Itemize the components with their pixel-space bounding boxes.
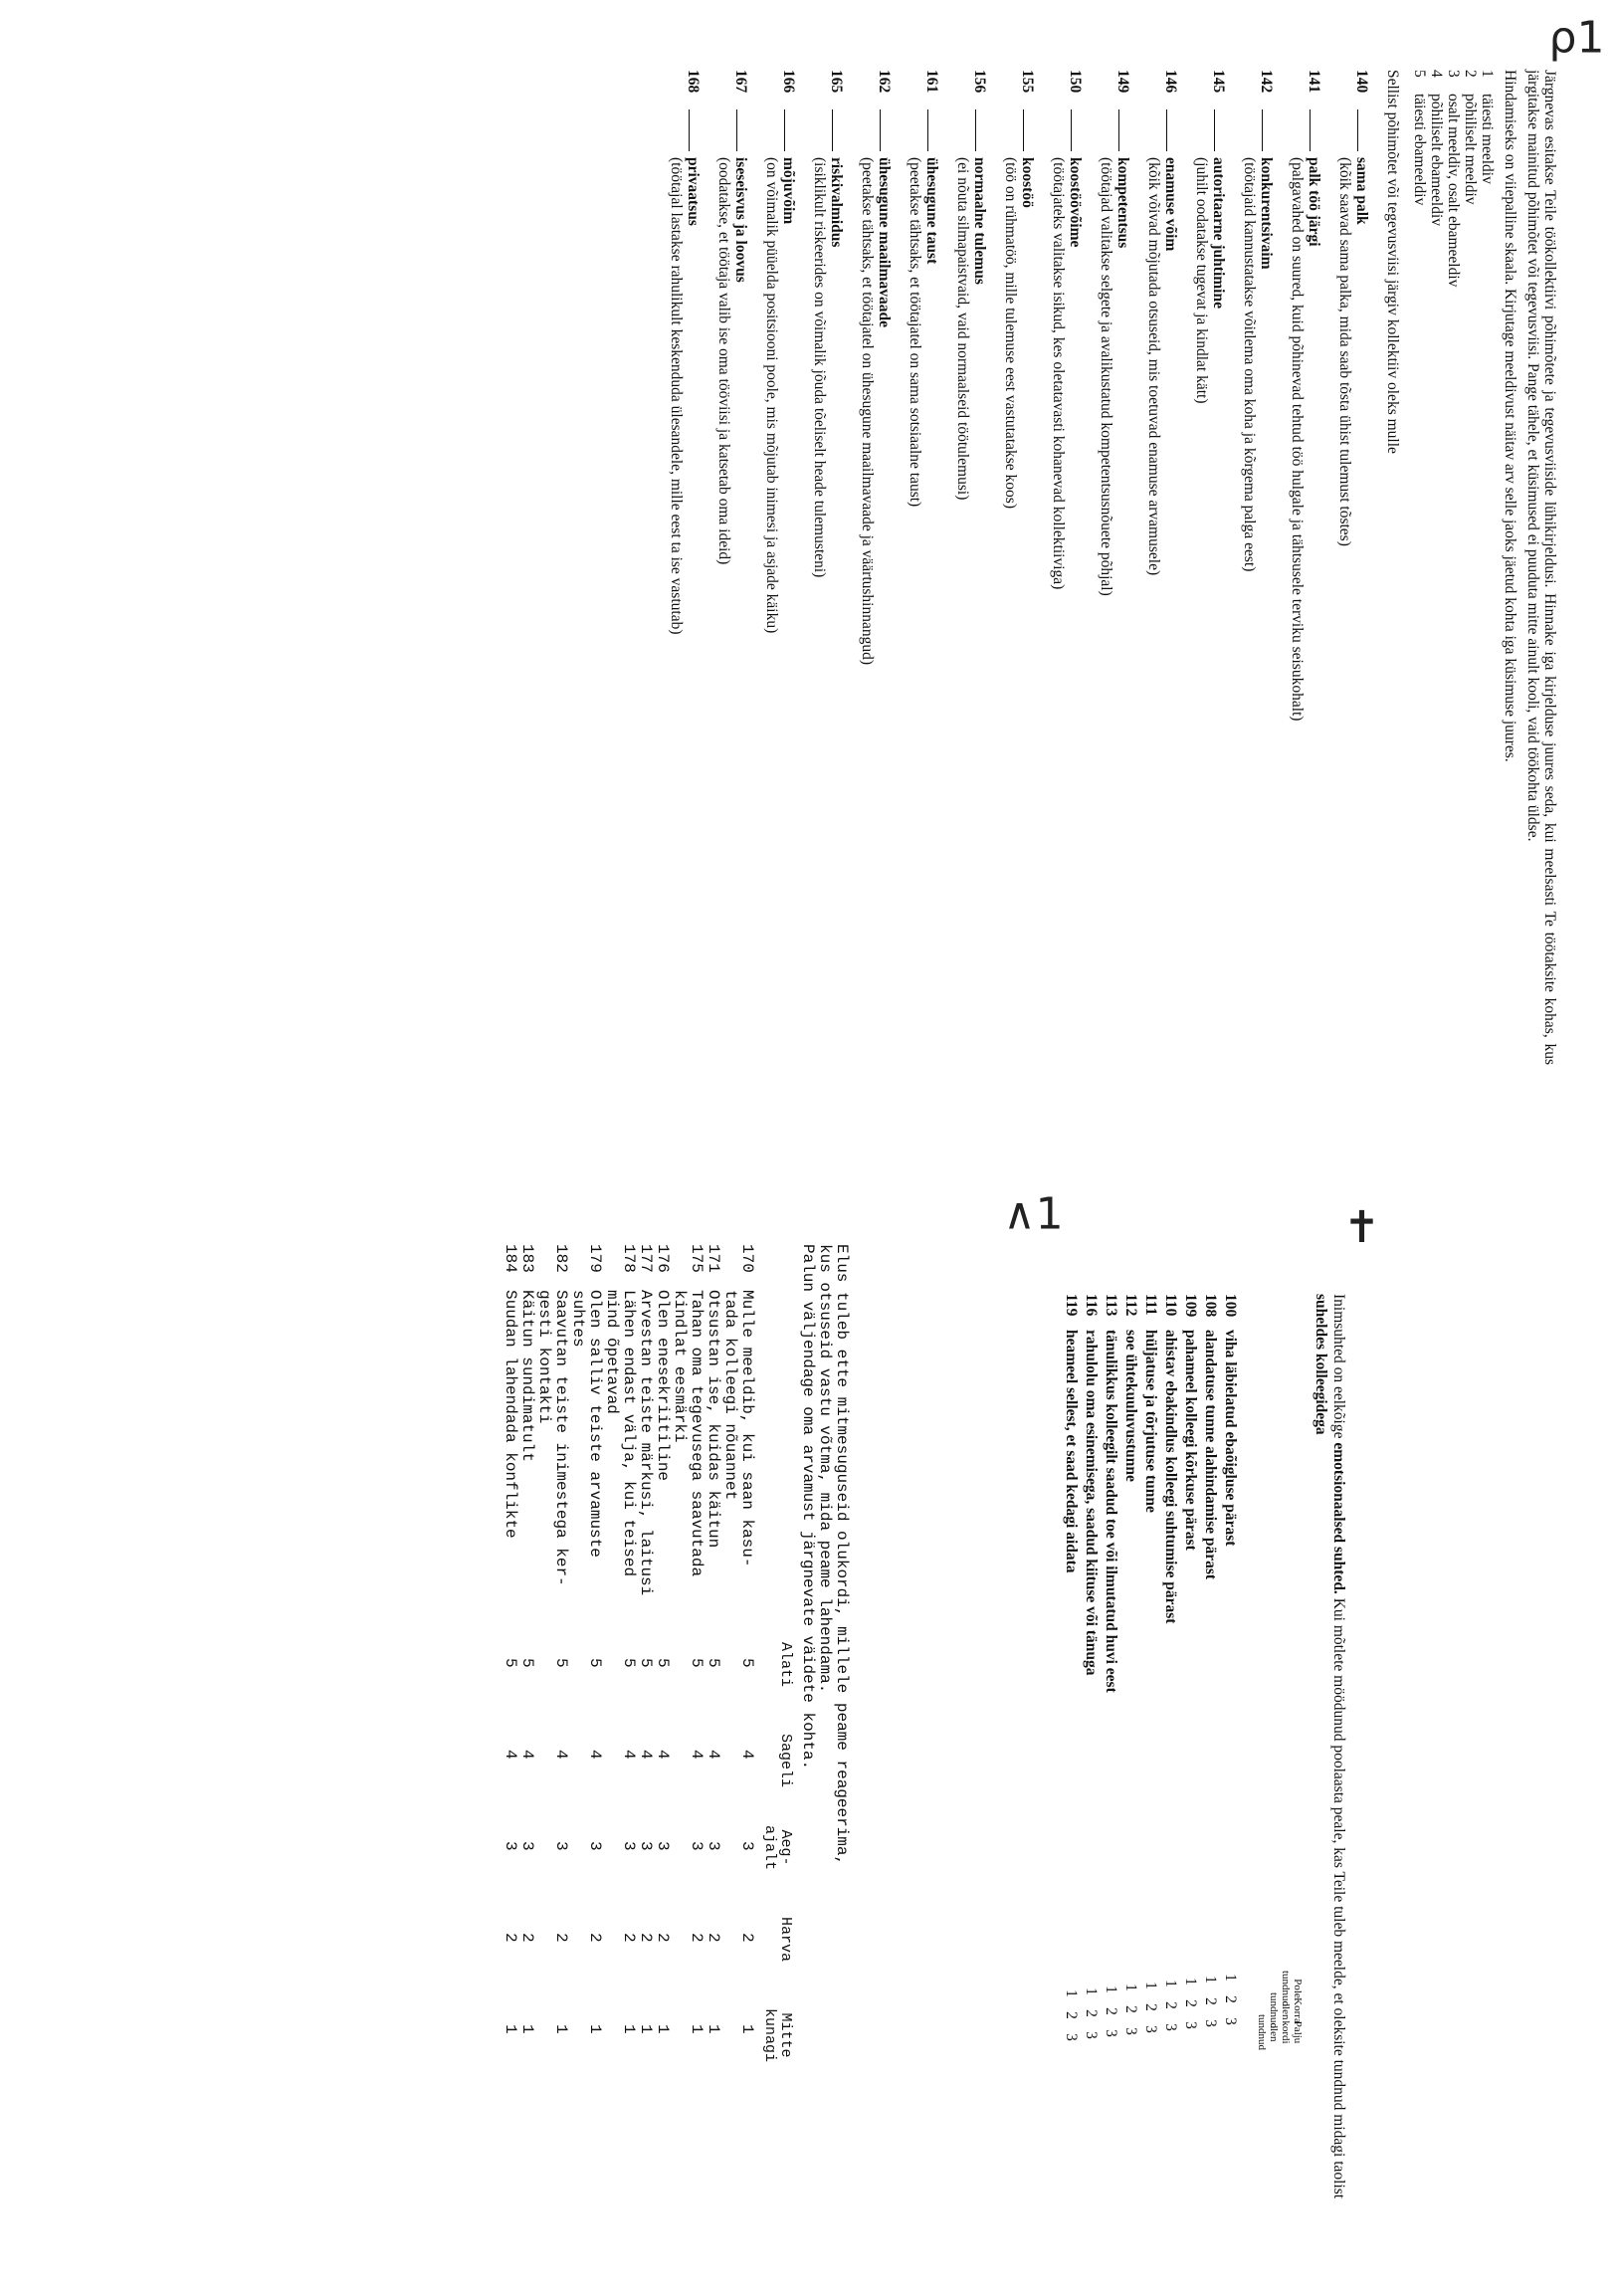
rating-option[interactable]: 1 xyxy=(1202,1976,1219,1983)
rating-option[interactable]: 2 xyxy=(654,1933,672,1943)
item-text: viha läbielatud ebaõigluse pärast xyxy=(1222,1330,1239,1547)
item-description: (töötajad valitakse selgete ja avalikustatud kompetentsusnõuete põhjal) xyxy=(1098,157,1114,596)
answer-blank[interactable] xyxy=(1166,109,1179,151)
rating-options xyxy=(705,1658,721,2116)
emotion-item xyxy=(1160,1294,1180,2249)
situations-items xyxy=(502,1244,755,2239)
rating-option[interactable]: 2 xyxy=(1142,2003,1159,2011)
rating-option[interactable]: 2 xyxy=(1202,1997,1219,2005)
situations-column-header: Alati xyxy=(777,1642,794,1688)
item-number: 109 xyxy=(1182,1294,1199,1318)
value-item xyxy=(1145,70,1179,1065)
value-item xyxy=(859,70,893,1065)
rating-option[interactable]: 5 xyxy=(620,1658,638,1668)
item-text: hüljatuse ja tõrjutuse tunne xyxy=(1142,1330,1159,1513)
item-number: 113 xyxy=(1103,1294,1119,1317)
rating-option[interactable]: 1 xyxy=(705,2024,722,2034)
rating-option[interactable]: 1 xyxy=(1182,1978,1199,1985)
handwritten-mark-t1: ✝ xyxy=(1343,1201,1380,1253)
item-description: (oodatakse, et töötaja valib ise oma tööviisi ja katsetab oma ideid) xyxy=(715,157,732,565)
scale-number: 3 xyxy=(1445,70,1462,78)
answer-blank[interactable] xyxy=(1118,109,1131,151)
emotion-item xyxy=(1200,1294,1220,2249)
scale-number: 5 xyxy=(1411,70,1428,78)
item-number: 176 xyxy=(654,1244,672,1273)
item-number: 165 xyxy=(828,70,845,94)
item-description: (töötajateks valitakse isikud, kes oletatavasti kohanevad kollektiiviga) xyxy=(1050,157,1067,590)
item-text: soe ühtekuuluvustunne xyxy=(1122,1330,1139,1482)
item-number: 140 xyxy=(1353,70,1370,94)
rating-option[interactable]: 3 xyxy=(502,1841,519,1851)
item-description: (isiklikult riskeerides on võimalik jõuda tõeliselt heade tulemusteni) xyxy=(811,157,828,578)
rating-option[interactable]: 1 xyxy=(1222,1974,1239,1982)
item-number: 184 xyxy=(502,1244,519,1273)
rating-option[interactable]: 2 xyxy=(620,1933,638,1943)
rating-option[interactable]: 3 xyxy=(1182,2021,1199,2029)
rating-option[interactable]: 2 xyxy=(738,1933,756,1943)
item-number: 142 xyxy=(1258,70,1275,94)
emotion-item xyxy=(1220,1294,1240,2249)
emotion-item xyxy=(1120,1294,1140,2249)
answer-blank[interactable] xyxy=(1214,109,1227,151)
situation-item xyxy=(637,1244,654,2239)
emotions-column-header: Pole tundnud xyxy=(1280,1970,1304,2007)
rating-option[interactable]: 4 xyxy=(586,1750,604,1760)
item-text xyxy=(763,157,797,633)
rating-option[interactable]: 2 xyxy=(1122,2005,1139,2013)
rating-option[interactable]: 3 xyxy=(705,1841,722,1851)
rating-option[interactable]: 2 xyxy=(502,1933,519,1943)
item-description: (juhilt oodatakse tugevat ja kindlat kätt) xyxy=(1193,157,1210,404)
item-text xyxy=(1050,157,1084,589)
rating-option[interactable]: 4 xyxy=(620,1750,638,1760)
answer-blank[interactable] xyxy=(1023,109,1036,151)
scale-label: täiesti ebameeldiv xyxy=(1411,94,1428,206)
rating-option[interactable]: 5 xyxy=(738,1658,756,1668)
item-number: 145 xyxy=(1210,70,1227,94)
rating-option[interactable]: 1 xyxy=(502,2024,519,2034)
rating-options xyxy=(502,1658,518,2116)
rating-option[interactable]: 5 xyxy=(502,1658,519,1668)
item-number: 156 xyxy=(971,70,988,94)
item-number: 178 xyxy=(620,1244,638,1273)
rating-option[interactable]: 5 xyxy=(552,1658,570,1668)
scale-number: 1 xyxy=(1479,70,1496,78)
values-section xyxy=(668,70,1558,1065)
item-description: (töötajaid kannustatakse võitlema oma koha ja kõrgema palga eest) xyxy=(1241,157,1258,572)
item-term: ühesugune maailmavaade xyxy=(876,157,893,327)
item-text: Otsustan ise, kuidas käitun xyxy=(705,1290,722,1549)
item-term: mõjuvõim xyxy=(780,157,797,225)
rating-option[interactable]: 3 xyxy=(1063,2033,1080,2041)
rating-option[interactable]: 1 xyxy=(1063,1989,1080,1997)
rating-option[interactable]: 2 xyxy=(1083,2009,1100,2017)
situation-item xyxy=(603,1244,637,2239)
item-number: 111 xyxy=(1142,1294,1159,1316)
item-term: sama palk xyxy=(1353,157,1370,225)
item-number: 149 xyxy=(1114,70,1131,94)
item-text xyxy=(715,157,749,564)
rating-option[interactable]: 4 xyxy=(654,1750,672,1760)
item-number: 110 xyxy=(1162,1294,1179,1317)
emotion-item xyxy=(1180,1294,1200,2249)
item-term: normaalne tulemus xyxy=(971,157,988,285)
value-item xyxy=(715,70,749,1065)
item-text xyxy=(1098,157,1131,596)
rating-option[interactable]: 1 xyxy=(518,2024,536,2034)
item-text: rahulolu oma esinemisega, saadud kiituse või tänuga xyxy=(1083,1330,1100,1676)
rating-options xyxy=(654,1658,671,2116)
scale-row xyxy=(1462,70,1479,1065)
answer-blank[interactable] xyxy=(832,109,845,151)
rating-options xyxy=(1181,1971,1199,2036)
situations-column-header: Harva xyxy=(777,1917,794,1963)
item-number: 119 xyxy=(1063,1294,1080,1317)
item-description: (palgavahed on suured, kuid põhinevad tehtud töö hulgale ja tähtsusele terviku seisukohalt) xyxy=(1289,157,1306,722)
item-text: Lähen endast välja, kui teised mind õpetavad xyxy=(603,1290,638,1577)
values-intro: Järgnevas esitakse Teile töökollektiivi põhimõtete ja tegevusviiside lühikirjeldusi. Hinnake iga kirjelduse juures seda, kui meelsasti Te töötaksite kohas, kus järgitakse mainitud põhimõtet või tegevusviisi. Pange tähele, et küsimused ei puuduta mitte ainult kooli, vaid töökohta üldse. xyxy=(1524,70,1558,1065)
rating-option[interactable]: 2 xyxy=(705,1933,722,1943)
rating-options xyxy=(603,1658,637,2116)
emotion-item xyxy=(1140,1294,1160,2249)
rating-options xyxy=(1201,1969,1219,2034)
rating-option[interactable]: 3 xyxy=(738,1841,756,1851)
item-number: 161 xyxy=(923,70,940,94)
rating-option[interactable]: 2 xyxy=(1182,1999,1199,2007)
item-text xyxy=(1336,157,1370,546)
answer-blank[interactable] xyxy=(1357,109,1370,151)
item-number: 183 xyxy=(518,1244,536,1273)
item-text xyxy=(1002,157,1036,509)
item-text: pahameel kolleegi kõrkuse pärast xyxy=(1182,1330,1199,1551)
item-term: konkurentsivaim xyxy=(1258,157,1275,270)
item-text xyxy=(907,157,940,507)
item-number: 177 xyxy=(637,1244,655,1273)
value-item xyxy=(954,70,988,1065)
scale-row xyxy=(1445,70,1462,1065)
rating-option[interactable]: 5 xyxy=(518,1658,536,1668)
emotions-section xyxy=(1061,1294,1347,2249)
rating-option[interactable]: 2 xyxy=(552,1933,570,1943)
rating-option[interactable]: 2 xyxy=(1222,1995,1239,2003)
rating-option[interactable]: 3 xyxy=(1083,2031,1100,2039)
value-item xyxy=(907,70,940,1065)
rating-option[interactable]: 1 xyxy=(637,2024,655,2034)
value-item xyxy=(763,70,797,1065)
item-text xyxy=(859,157,893,665)
rating-option[interactable]: 1 xyxy=(688,2024,706,2034)
rating-options xyxy=(1062,1983,1080,2048)
emotions-intro: Inimsuhted on eelkõige emotsionaalsed suhted. Kui mõtlete möödunud poolaasta peale, kas Teile tuleb meelde, et oleksite tundnud midagi taolist suheldes kolleegidega xyxy=(1313,1294,1347,2199)
rating-option[interactable]: 2 xyxy=(1063,2011,1080,2019)
item-text: Tahan oma tegevusega saavutada kindlat eesmärki xyxy=(671,1290,706,1577)
rating-option[interactable]: 1 xyxy=(620,2024,638,2034)
item-description: (töö on rühmatöö, mille tulemuse eest vastutatakse koos) xyxy=(1002,157,1019,509)
rating-options xyxy=(1221,1967,1239,2032)
item-term: ühesugune taust xyxy=(923,157,940,265)
item-text xyxy=(1241,157,1275,571)
rating-option[interactable]: 4 xyxy=(502,1750,519,1760)
scale-row xyxy=(1479,70,1496,1065)
situations-section xyxy=(502,1244,850,2239)
rating-option[interactable]: 3 xyxy=(586,1841,604,1851)
item-text: Arvestan teiste märkusi, laitusi xyxy=(637,1290,655,1596)
scale-number: 2 xyxy=(1462,70,1479,78)
scale-label: põhiliselt meeldiv xyxy=(1462,94,1479,205)
situation-item xyxy=(569,1244,603,2239)
handwritten-mark-p1: ρ1 xyxy=(1548,12,1605,64)
scale-row xyxy=(1411,70,1428,1065)
item-number: 167 xyxy=(732,70,749,94)
value-item xyxy=(1002,70,1036,1065)
item-number: 166 xyxy=(780,70,797,94)
rating-option[interactable]: 3 xyxy=(620,1841,638,1851)
rating-option[interactable]: 3 xyxy=(1162,2023,1179,2031)
emotions-column-headers xyxy=(1240,1294,1304,2249)
rating-option[interactable]: 2 xyxy=(518,1933,536,1943)
answer-blank[interactable] xyxy=(1262,109,1275,151)
item-number: 146 xyxy=(1162,70,1179,94)
value-item xyxy=(1241,70,1275,1065)
item-term: iseseisvus ja loovus xyxy=(732,157,749,283)
answer-blank[interactable] xyxy=(784,109,797,151)
rating-option[interactable]: 2 xyxy=(586,1933,604,1943)
rating-option[interactable]: 1 xyxy=(1103,1985,1119,1993)
rating-option[interactable]: 4 xyxy=(705,1750,722,1760)
item-number: 168 xyxy=(685,70,702,94)
item-description: (on võimalik püüelda positsiooni poole, mis mõjutab inimesi ja asjade käiku) xyxy=(763,157,780,634)
rating-option[interactable]: 4 xyxy=(518,1750,536,1760)
rating-option[interactable]: 4 xyxy=(688,1750,706,1760)
situations-column-header: Sageli xyxy=(777,1734,794,1788)
scale-label: põhiliselt ebameeldiv xyxy=(1428,94,1445,227)
item-description: (kõik saavad sama palka, mida saab tõsta ühist tulemust tõstes) xyxy=(1336,157,1353,546)
item-text: Käitun sundimatult xyxy=(518,1290,536,1462)
rating-options xyxy=(1082,1981,1100,2046)
item-number: 116 xyxy=(1083,1294,1100,1317)
rating-options xyxy=(569,1658,603,2116)
answer-blank[interactable] xyxy=(1310,109,1322,151)
values-scale-note: Hindamiseks on viiepalline skaala. Kirjutage meeldivust näitav arv selle jaoks jäetud kohta iga küsimuse juures. xyxy=(1502,70,1518,762)
rating-options xyxy=(1161,1973,1179,2038)
rating-options xyxy=(1121,1977,1139,2042)
item-term: privaatsus xyxy=(685,157,702,226)
scale-label: täiesti meeldiv xyxy=(1479,94,1496,184)
value-item xyxy=(668,70,702,1065)
situations-column-header: Mitte kunagi xyxy=(761,2008,794,2063)
situations-column-header: Aeg- ajalt xyxy=(761,1825,794,1871)
item-number: 112 xyxy=(1122,1294,1139,1317)
rating-option[interactable]: 5 xyxy=(586,1658,604,1668)
situation-item xyxy=(671,1244,705,2239)
value-item xyxy=(811,70,845,1065)
item-text xyxy=(954,157,988,500)
emotion-item xyxy=(1061,1294,1081,2249)
rating-option[interactable]: 2 xyxy=(688,1933,706,1943)
rating-option[interactable]: 4 xyxy=(738,1750,756,1760)
item-text: alandatuse tunne alahindamise pärast xyxy=(1202,1330,1219,1580)
rating-option[interactable]: 5 xyxy=(705,1658,722,1668)
rating-option[interactable]: 3 xyxy=(1222,2017,1239,2025)
rating-option[interactable]: 3 xyxy=(518,1841,536,1851)
scale-row xyxy=(1428,70,1445,1065)
item-number: 100 xyxy=(1222,1294,1239,1318)
item-number: 175 xyxy=(688,1244,706,1273)
item-number: 170 xyxy=(738,1244,756,1273)
handwritten-mark-a1: ∧1 xyxy=(1003,1188,1064,1240)
rating-options xyxy=(535,1658,569,2116)
scale-number: 4 xyxy=(1428,70,1445,78)
item-term: riskivalmidus xyxy=(828,157,845,248)
item-text: heameel sellest, et saad kedagi aidata xyxy=(1063,1330,1080,1573)
emotions-column-header: Korra olen tundnud xyxy=(1268,1991,1304,2029)
item-number: 171 xyxy=(705,1244,722,1273)
values-prompt: Sellist põhimõtet või tegevusviisi järgiv kollektiiv oleks mulle xyxy=(1384,70,1401,454)
value-item xyxy=(1193,70,1227,1065)
item-description: (peetakse tähtsaks, et töötajatel on ühesugune maailmavaade ja väärtushinnangud) xyxy=(859,157,876,666)
item-description: (kõik võivad mõjutada otsuseid, mis toetuvad enamuse arvamusele) xyxy=(1145,157,1162,576)
item-number: 108 xyxy=(1202,1294,1219,1318)
item-text: ahistav ebakindlus kolleegi suhtumise pärast xyxy=(1162,1330,1179,1624)
emotion-item xyxy=(1081,1294,1101,2249)
rating-option[interactable]: 3 xyxy=(1142,2025,1159,2033)
situation-item xyxy=(535,1244,569,2239)
rating-option[interactable]: 2 xyxy=(1162,2001,1179,2009)
rating-option[interactable]: 1 xyxy=(586,2024,604,2034)
rating-option[interactable]: 1 xyxy=(1162,1980,1179,1987)
rating-option[interactable]: 3 xyxy=(1103,2029,1119,2037)
rating-option[interactable]: 2 xyxy=(1103,2007,1119,2015)
rating-option[interactable]: 4 xyxy=(637,1750,655,1760)
rating-option[interactable]: 3 xyxy=(1122,2027,1139,2035)
item-term: enamuse võim xyxy=(1162,157,1179,252)
rating-option[interactable]: 3 xyxy=(688,1841,706,1851)
rating-option[interactable]: 1 xyxy=(654,2024,672,2034)
item-text: Saavutan teiste inimestega ker- gesti kontakti xyxy=(535,1290,570,1586)
item-text: Mulle meeldib, kui saan kasu- tada kolleegi nõuannet xyxy=(721,1290,756,1567)
item-text xyxy=(1193,157,1227,404)
item-term: koostöö xyxy=(1019,157,1036,208)
values-items xyxy=(668,70,1370,1065)
item-text: Suudan lahendada konflikte xyxy=(502,1290,519,1539)
rating-option[interactable]: 1 xyxy=(1083,1987,1100,1995)
item-term: palk töö järgi xyxy=(1306,157,1322,247)
item-term: kompetentsus xyxy=(1114,157,1131,249)
rating-options xyxy=(1141,1975,1159,2040)
item-text xyxy=(811,157,845,577)
rating-option[interactable]: 3 xyxy=(552,1841,570,1851)
value-item xyxy=(1336,70,1370,1065)
item-description: (peetakse tähtsaks, et töötajatel on sama sotsiaalne taust) xyxy=(907,157,923,508)
rating-option[interactable]: 1 xyxy=(552,2024,570,2034)
situation-item xyxy=(654,1244,671,2239)
answer-blank[interactable] xyxy=(927,109,940,151)
rating-options xyxy=(637,1658,654,2116)
rating-option[interactable]: 3 xyxy=(637,1841,655,1851)
rating-option[interactable]: 4 xyxy=(552,1750,570,1760)
answer-blank[interactable] xyxy=(736,109,749,151)
item-text: tänulikkus kolleegilt saadud toe või ilmutatud huvi eest xyxy=(1103,1330,1119,1693)
situation-item xyxy=(721,1244,755,2239)
item-number: 155 xyxy=(1019,70,1036,94)
emotions-items xyxy=(1061,1294,1240,2249)
value-item xyxy=(1098,70,1131,1065)
item-description: (töötajal lastakse rahulikult keskenduda ülesandele, mille eest ta ise vastutab) xyxy=(668,157,685,635)
item-number: 182 xyxy=(552,1244,570,1273)
item-term: koostöövõime xyxy=(1067,157,1084,248)
item-text xyxy=(1289,157,1322,721)
item-text xyxy=(1145,157,1179,575)
item-term: autoritaarne juhtimine xyxy=(1210,157,1227,309)
scale-label: osalt meeldiv, osalt ebameeldiv xyxy=(1445,94,1462,288)
situations-column-headers xyxy=(755,1244,793,2239)
value-item xyxy=(1050,70,1084,1065)
situation-item xyxy=(518,1244,535,2239)
item-text: Olen salliv teiste arvamuste suhtes xyxy=(569,1290,604,1558)
situation-item xyxy=(705,1244,721,2239)
emotions-column-header: Palju kordi olen tundnud xyxy=(1256,2013,1304,2051)
rating-option[interactable]: 1 xyxy=(738,2024,756,2034)
rating-option[interactable]: 5 xyxy=(637,1658,655,1668)
value-item xyxy=(1289,70,1322,1065)
rating-scale xyxy=(1411,70,1496,1065)
answer-blank[interactable] xyxy=(689,109,702,151)
rating-options xyxy=(1102,1979,1119,2044)
answer-blank[interactable] xyxy=(975,109,988,151)
rating-options xyxy=(721,1658,755,2116)
item-number: 150 xyxy=(1067,70,1084,94)
item-number: 141 xyxy=(1306,70,1322,94)
rating-options xyxy=(671,1658,705,2116)
answer-blank[interactable] xyxy=(1071,109,1084,151)
item-text: Olen enesekriitiline xyxy=(654,1290,672,1482)
rating-options xyxy=(518,1658,535,2116)
situation-item xyxy=(502,1244,518,2239)
rating-option[interactable]: 2 xyxy=(637,1933,655,1943)
answer-blank[interactable] xyxy=(880,109,893,151)
item-text xyxy=(668,157,702,635)
item-number: 179 xyxy=(586,1244,604,1273)
rating-option[interactable]: 3 xyxy=(654,1841,672,1851)
rating-option[interactable]: 5 xyxy=(654,1658,672,1668)
item-description: (ei nõuta silmapaistvaid, vaid normaalseid töötulemusi) xyxy=(954,157,971,501)
item-number: 162 xyxy=(876,70,893,94)
emotion-item xyxy=(1101,1294,1120,2249)
rating-option[interactable]: 1 xyxy=(1122,1983,1139,1991)
rating-option[interactable]: 3 xyxy=(1202,2019,1219,2027)
rating-option[interactable]: 5 xyxy=(688,1658,706,1668)
situations-intro: Elus tuleb ette mitmesuguseid olukordi, millele peame reageerima, kus otsuseid vastu võtma, mida peame lahendama. Palun väljendage oma arvamust järgnevate väidete kohta. xyxy=(799,1244,851,1866)
rating-option[interactable]: 1 xyxy=(1142,1982,1159,1989)
